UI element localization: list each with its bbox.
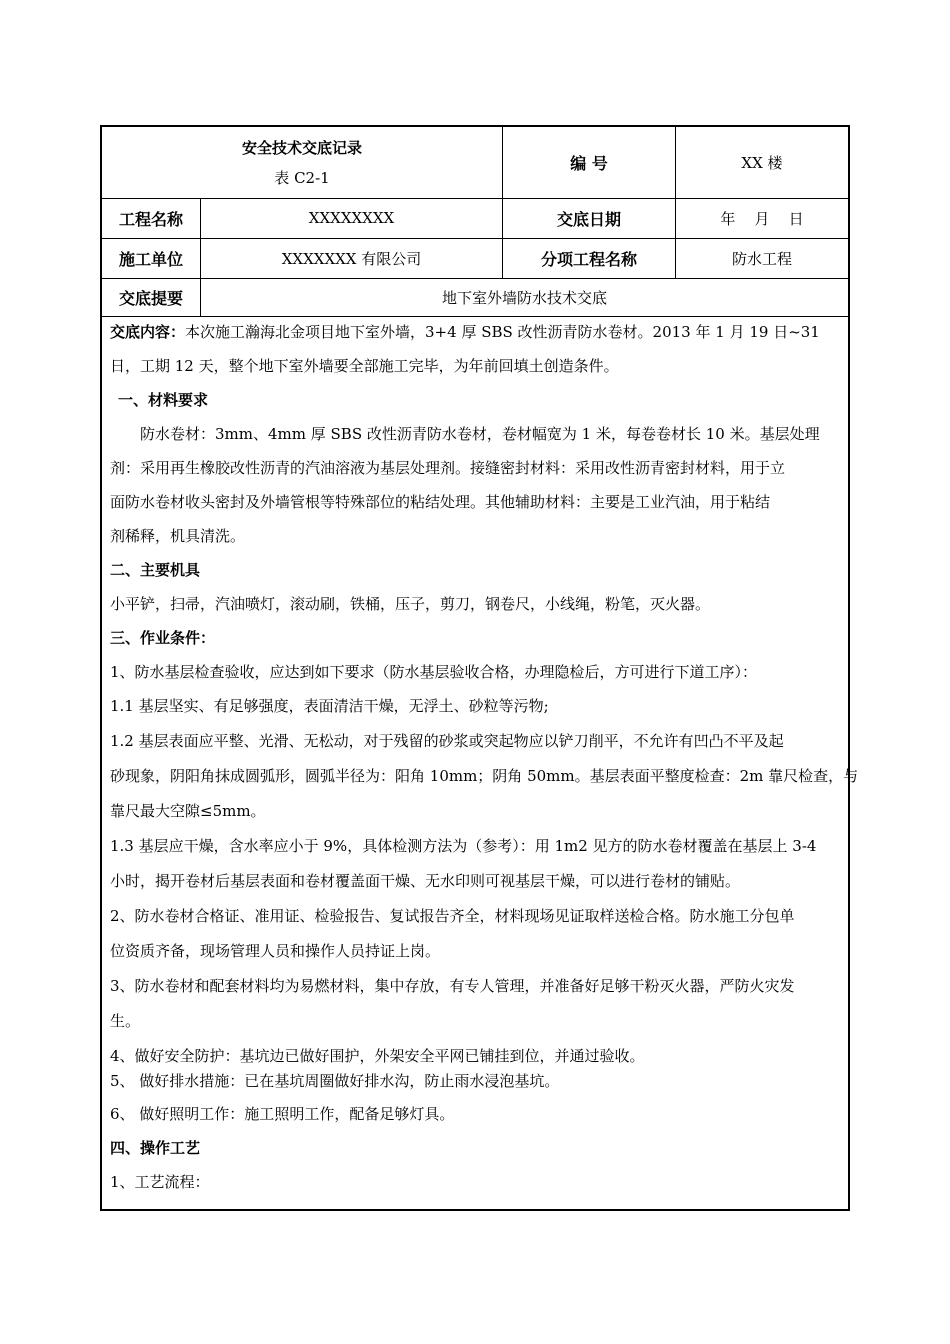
section-3-line-14: 6、 做好照明工作：施工照明工作，配备足够灯具。 [110,1105,455,1123]
project-name-value: XXXXXXXX [200,198,502,238]
section-3-line-5: 靠尺最大空隙≤5mm。 [110,802,266,820]
section-3-line-1: 1、防水基层检查验收，应达到如下要求（防水基层验收合格，办理隐检后，方可进行下道工序）： [110,663,758,681]
safety-disclosure-form [100,125,859,1211]
section-3-line-13: 5、 做好排水措施：已在基坑周圈做好排水沟，防止雨水浸泡基坑。 [110,1072,560,1090]
section-3-line-4: 砂现象，阴阳角抹成圆弧形，圆弧半径为：阳角 10mm；阴角 50mm。基层表面平整度检查：2m 靠尺检查，与 [110,767,859,785]
section-1-line-2: 剂：采用再生橡胶改性沥青的汽油溶液为基层处理剂。接缝密封材料：采用改性沥青密封材料，用于立 [110,459,786,477]
section-1-line-4: 剂稀释，机具清洗。 [110,527,246,545]
section-3-line-12: 4、做好安全防护：基坑边已做好围护，外架安全平网已铺挂到位，并通过验收。 [110,1047,645,1065]
section-3-line-7: 小时，揭开卷材后基层表面和卷材覆盖面干燥、无水印则可视基层干燥，可以进行卷材的铺贴。 [110,872,741,890]
unit-value: XXXXXXX 有限公司 [200,238,502,278]
date-label: 交底日期 [502,198,675,238]
summary-value: 地下室外墙防水技术交底 [200,278,848,316]
section-3-line-8: 2、防水卷材合格证、准用证、检验报告、复试报告齐全，材料现场见证取样送检合格。防水施工分包单 [110,907,795,925]
form-number: 表 C2-1 [274,168,330,187]
project-name-label: 工程名称 [118,209,183,229]
date-value: 年 月 日 [675,198,848,238]
section-1-title: 一、材料要求 [118,391,209,409]
section-3-title: 三、作业条件： [110,629,216,647]
code-label: 编 号 [502,127,675,198]
summary-label: 交底提要 [118,288,183,308]
sub-project-label: 分项工程名称 [502,238,675,278]
title-row [102,127,848,199]
section-3-line-9: 位资质齐备，现场管理人员和操作人员持证上岗。 [110,942,441,960]
intro-line-2: 日，工期 12 天，整个地下室外墙要全部施工完毕，为年前回填土创造条件。 [110,357,619,375]
project-row [102,198,848,239]
unit-row [102,238,848,279]
section-3-line-3: 1.2 基层表面应平整、光滑、无松动，对于残留的砂浆或突起物应以铲刀削平，不允许有凹凸不平及起 [110,732,784,750]
section-2-line-1: 小平铲，扫帚，汽油喷灯，滚动刷，铁桶，压子，剪刀，钢卷尺，小线绳，粉笔，灭火器。 [110,595,711,613]
section-3-line-6: 1.3 基层应干燥，含水率应小于 9%，具体检测方法为（参考）：用 1m2 见方的防水卷材覆盖在基层上 3-4 [110,837,817,855]
section-3-line-2: 1.1 基层坚实、有足够强度，表面清洁干燥，无浮土、砂粒等污物; [110,697,549,715]
section-1-line-1: 防水卷材：3mm、4mm 厚 SBS 改性沥青防水卷材，卷材幅宽为 1 米，每卷卷材长 10 米。基层处理 [140,425,820,443]
intro-label: 交底内容： [110,323,186,341]
section-3-line-11: 生。 [110,1012,141,1030]
section-4-line-1: 1、工艺流程： [110,1173,210,1191]
section-4-title: 四、操作工艺 [110,1139,201,1157]
intro-line-1 [110,322,840,342]
title-cell [102,127,502,198]
code-value: XX 楼 [675,127,848,198]
section-1-line-3: 面防水卷材收头密封及外墙管根等特殊部位的粘结处理。其他辅助材料：主要是工业汽油，用于粘结 [110,493,771,511]
summary-row [102,278,848,317]
unit-label: 施工单位 [118,249,183,269]
intro-text-1: 本次施工瀚海北金项目地下室外墙，3+4 厚 SBS 改性沥青防水卷材。2013 年 1 月 19 日~31 [185,323,820,341]
section-2-title: 二、主要机具 [110,561,201,579]
section-3-line-10: 3、防水卷材和配套材料均为易燃材料，集中存放，有专人管理，并准备好足够干粉灭火器，严防火灾发 [110,977,795,995]
form-title: 安全技术交底记录 [241,138,362,157]
sub-project-value: 防水工程 [675,238,848,278]
